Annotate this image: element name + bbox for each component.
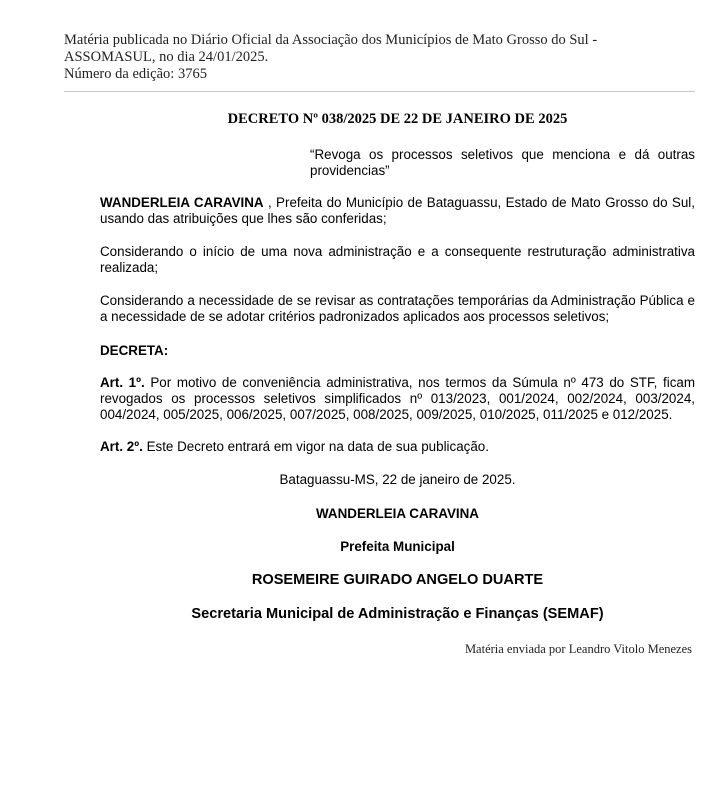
preamble-paragraph	[100, 195, 695, 227]
article-2-paragraph	[100, 439, 695, 455]
signer-2-role: Secretaria Municipal de Administração e Finanças (SEMAF)	[191, 606, 604, 622]
sender-note: Matéria enviada por Leandro Vitolo Menezes	[464, 642, 692, 656]
decree-ementa: “Revoga os processos seletivos que menciona e dá outras providencias”	[310, 147, 695, 178]
edition-number: Número da edição: 3765	[64, 66, 207, 82]
article-1-paragraph	[100, 375, 695, 423]
publication-header-line: ASSOMASUL, no dia 24/01/2025.	[64, 49, 269, 65]
decree-title: DECRETO Nº 038/2025 DE 22 DE JANEIRO DE 2025	[227, 111, 568, 127]
signer-1-role: Prefeita Municipal	[340, 539, 455, 554]
article-1-text: Por motivo de conveniência administrativa, nos termos da Súmula nº 473 do STF, ficam revogados os processos seletivos simplificados nº 013/2023, 001/2024, 002/2024, 003/2024, 004/2024, 005/2025, 006/2025, 007/2025, 008/2025, 009/2025, 010/2025, 011/2025 e 012/2025.	[100, 375, 696, 422]
preamble-text: , Prefeita do Município de Bataguassu, Estado de Mato Grosso do Sul, usando das atribuições que lhes são conferidas;	[100, 195, 695, 226]
header-divider	[64, 91, 695, 92]
article-1-label: Art. 1º.	[100, 375, 145, 390]
article-2-text: Este Decreto entrará em vigor na data de sua publicação.	[142, 439, 489, 454]
signer-1-name: WANDERLEIA CARAVINA	[316, 506, 479, 521]
considerando-paragraph-1: Considerando o início de uma nova administração e a consequente restruturação administrativa realizada;	[100, 244, 695, 275]
decreta-heading: DECRETA:	[100, 343, 169, 358]
publication-header	[64, 32, 664, 83]
considerando-paragraph-2: Considerando a necessidade de se revisar as contratações temporárias da Administração Pública e a necessidade de se adotar critérios padronizados aplicados aos processos seletivos;	[100, 293, 695, 324]
signer-2-name: ROSEMEIRE GUIRADO ANGELO DUARTE	[251, 572, 544, 588]
publication-header-line: Matéria publicada no Diário Oficial da Associação dos Municípios de Mato Grosso do Sul -	[64, 32, 598, 48]
preamble-name: WANDERLEIA CARAVINA	[100, 195, 264, 210]
place-date: Bataguassu-MS, 22 de janeiro de 2025.	[279, 472, 516, 487]
article-2-label: Art. 2º.	[100, 439, 143, 454]
